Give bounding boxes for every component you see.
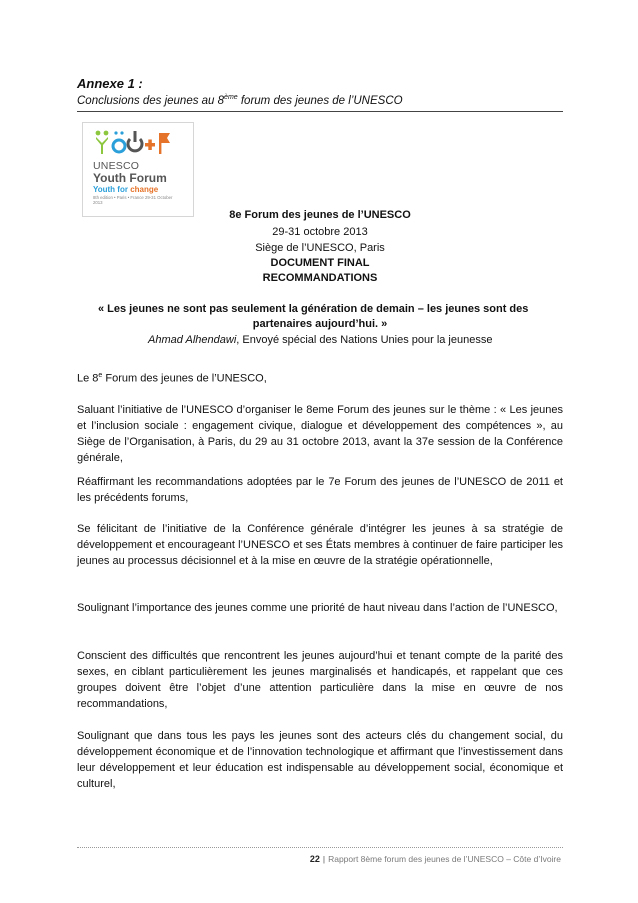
logo-tagline-b: change (130, 185, 159, 194)
paragraph-soulignant-2: Soulignant que dans tous les pays les jeunes sont des acteurs clés du changement social, du développement économique et de l’innovation technologique et affirmant que l’investissement dans leur développement et leur éducation est indispensable au développement social, économique et culturel, (77, 730, 563, 790)
annex-subtitle-post: forum des jeunes de l’UNESCO (237, 94, 403, 107)
document-type: DOCUMENT FINAL (270, 257, 370, 269)
document-heading: RECOMMANDATIONS (262, 272, 378, 284)
annex-subtitle (77, 94, 403, 107)
logo-unesco-text: UNESCO (93, 160, 140, 172)
forum-location: Siège de l’UNESCO, Paris (255, 242, 385, 254)
intro-pre: Le 8 (77, 372, 99, 385)
quote-author-role: , Envoyé spécial des Nations Unies pour la jeunesse (236, 334, 493, 346)
header-rule (77, 111, 563, 112)
annex-subtitle-sup: ème (224, 94, 238, 101)
paragraph-soulignant-1: Soulignant l’importance des jeunes comme une priorité de haut niveau dans l’action de l’UNESCO, (77, 602, 558, 614)
logo-tagline (93, 185, 158, 194)
paragraph-reaffirmant: Réaffirmant les recommandations adoptées par le 7e Forum des jeunes de l’UNESCO de 2011 et les précédents forums, (77, 476, 563, 504)
footer-separator: | (322, 854, 326, 864)
unesco-youth-forum-logo (82, 122, 194, 217)
annex-subtitle-pre: Conclusions des jeunes au 8 (77, 94, 225, 107)
footer-text: Rapport 8ème forum des jeunes de l’UNESCO – Côte d’Ivoire (328, 854, 561, 864)
annex-title: Annexe 1 : (77, 76, 143, 91)
paragraph-se-felicitant: Se félicitant de l’initiative de la Conférence générale d’intégrer les jeunes à sa stratégie de développement et encourageant l’UNESCO et ses États membres à continuer de faire participer les jeunes au processus décisionnel et à la mise en œuvre de la stratégie opérationnelle, (77, 523, 563, 567)
page-footer (310, 854, 561, 864)
footer-rule (77, 847, 563, 848)
forum-dates: 29-31 octobre 2013 (272, 226, 368, 238)
paragraph-intro (77, 368, 563, 387)
quote-line-1: « Les jeunes ne sont pas seulement la génération de demain – les jeunes sont des (98, 303, 529, 315)
paragraph-conscient: Conscient des difficultés que rencontrent les jeunes aujourd’hui et tenant compte de la parité des sexes, en ciblant particulièrement les jeunes marginalisés et handicapés, et rappelant que ces groupes doivent être l’objet d’une attention particulière dans la mise en œuvre de nos recommandations, (77, 650, 563, 710)
page-number: 22 (309, 854, 320, 864)
intro-sup: e (98, 372, 103, 379)
logo-youth-forum-text: Youth Forum (93, 171, 167, 185)
paragraph-saluant: Saluant l’initiative de l’UNESCO d’organiser le 8eme Forum des jeunes sur le thème : « Les jeunes et l’inclusion sociale : engagement civique, dialogue et développement des compétences », au Siège de l’Organisation, à Paris, du 29 au 31 octobre 2013, avant la 37e session de la Conférence générale, (77, 404, 563, 464)
intro-post: Forum des jeunes de l’UNESCO, (102, 372, 267, 385)
logo-tagline-a: Youth for (93, 185, 131, 194)
forum-title: 8e Forum des jeunes de l’UNESCO (229, 209, 411, 221)
youth-logo-icon (93, 129, 173, 155)
quote-attribution (148, 334, 492, 346)
quote-author: Ahmad Alhendawi (148, 334, 237, 346)
logo-edition-text: 8th edition • Paris • France 29-31 October 2013 (93, 195, 173, 205)
quote-line-2: partenaires aujourd’hui. » (252, 318, 388, 330)
